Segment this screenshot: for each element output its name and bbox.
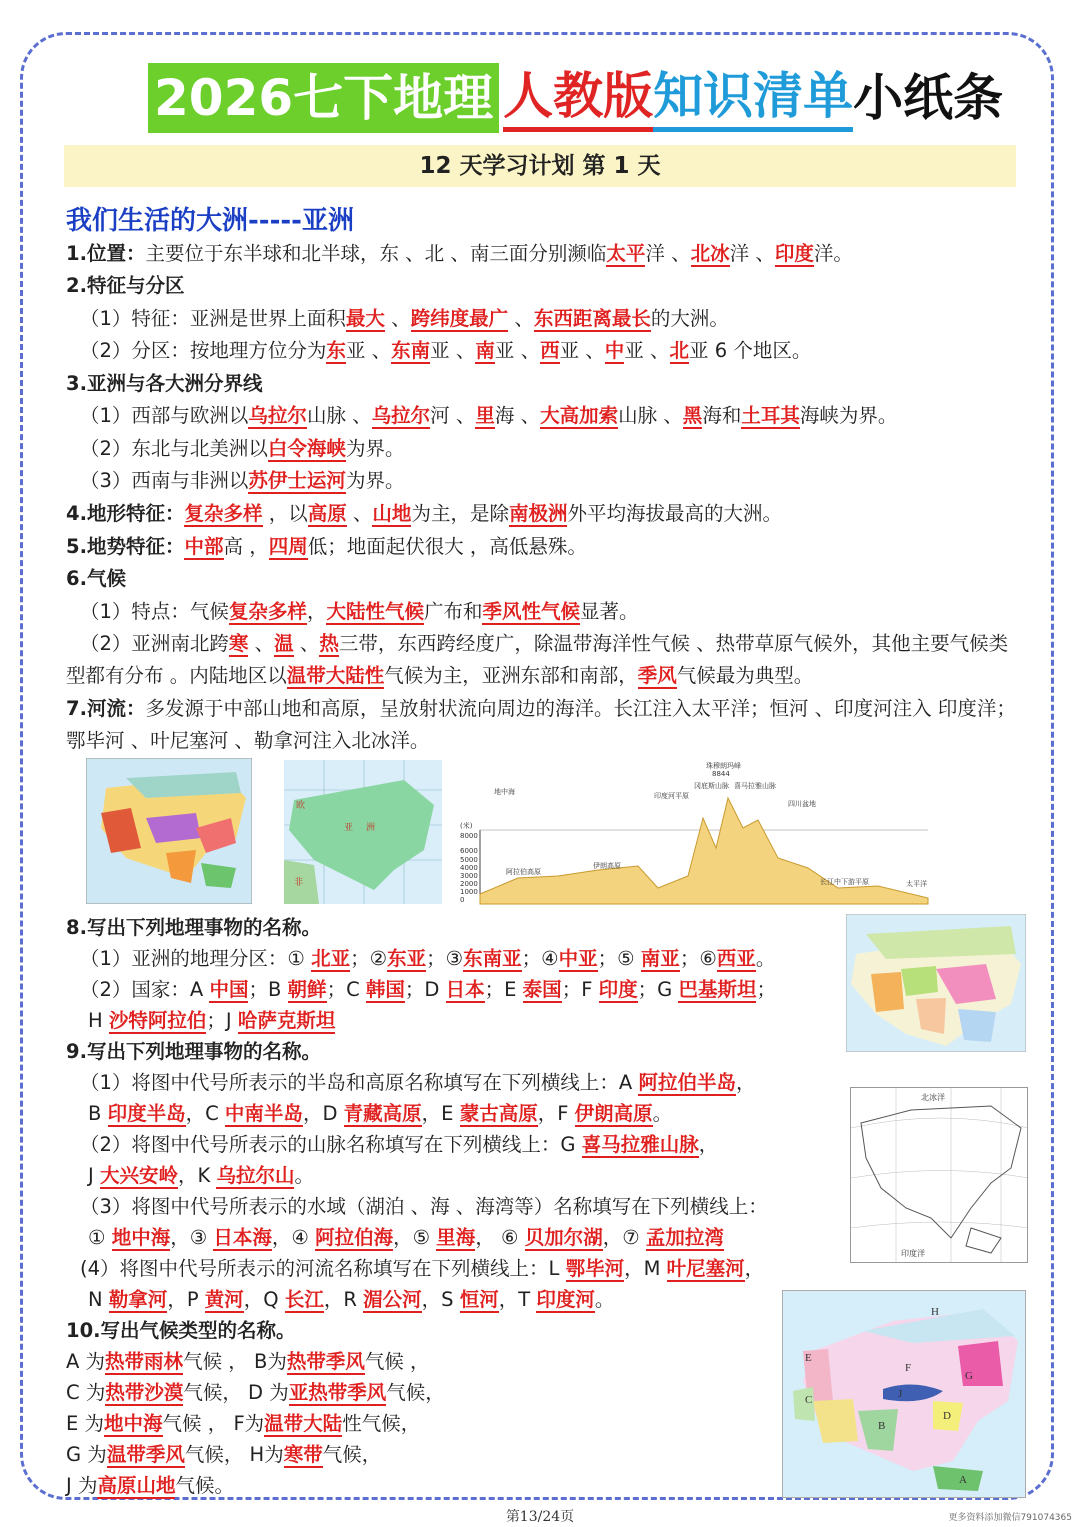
line-s9-8 (88, 1284, 614, 1316)
text: 山脉 、 (306, 404, 372, 427)
map-label: C (805, 1394, 813, 1406)
answer: 朝鲜 (287, 978, 327, 1001)
text: 的大洲。 (650, 307, 729, 330)
answer: 大兴安岭 (99, 1164, 178, 1187)
answer: 中亚 (558, 947, 598, 970)
map-label: 印度洋 (901, 1249, 925, 1258)
text: ；C (326, 978, 366, 1001)
text: ；④ (521, 947, 559, 970)
answer: 印度 (598, 978, 638, 1001)
line-s8-2 (80, 974, 776, 1006)
text: ；D (404, 978, 446, 1001)
text: 广布和 (423, 600, 483, 623)
answer: 湄公河 (363, 1288, 422, 1311)
text: 气候 ， (364, 1350, 430, 1373)
s1-label: 1.位置： (66, 242, 146, 265)
map-label: B (878, 1420, 886, 1432)
page-title (148, 62, 1003, 134)
text: ，F (537, 1102, 575, 1125)
answer: 伊朗高原 (574, 1102, 653, 1125)
text: (4）将图中代号所表示的河流名称填写在下列横线上：L (80, 1257, 566, 1280)
text: （2）分区：按地理方位分为 (80, 339, 327, 362)
answer: 阿拉伯海 (315, 1226, 394, 1249)
answer: 里海 (436, 1226, 476, 1249)
answer: 印度河 (536, 1288, 595, 1311)
answer: 季风 (637, 664, 677, 687)
s9-label: 9.写出下列地理事物的名称。 (66, 1040, 321, 1063)
text: 山脉 、 (618, 404, 683, 427)
text: （2）国家：A (80, 978, 210, 1001)
text: ；E (484, 978, 523, 1001)
text: （1）特点：气候 (80, 600, 229, 623)
text: ，S (421, 1288, 460, 1311)
asia-regions-map (846, 914, 1026, 1052)
line-s10-4 (66, 1439, 381, 1471)
text: ，T (498, 1288, 537, 1311)
text: ；G (637, 978, 679, 1001)
text: 亚 、 (624, 339, 670, 362)
text: 外平均海拔最高的大洲。 (567, 502, 782, 525)
line-s8-3 (88, 1005, 335, 1037)
text: ，K (177, 1164, 217, 1187)
terrain-profile-chart (458, 758, 936, 906)
text: 为主，是除 (411, 502, 509, 525)
profile-label: 1000 (460, 888, 478, 896)
text: ，以 (262, 502, 308, 525)
text: ；⑤ (597, 947, 641, 970)
text: （1）将图中代号所表示的半岛和高原名称填写在下列横线上：A (80, 1071, 639, 1094)
profile-label: 2000 (460, 880, 478, 888)
answer: 喜马拉雅山脉 (581, 1133, 699, 1156)
text: 低；地面起伏很大 ，高低悬殊。 (307, 535, 587, 558)
map-label: A (959, 1474, 967, 1486)
text: 洋 、 (645, 242, 691, 265)
text: （3）西南与非洲以 (80, 469, 249, 492)
answer: 恒河 (459, 1288, 499, 1311)
watermark-text: 更多资料添加微信791074365 (948, 1513, 1072, 1523)
text: 为界。 (345, 437, 405, 460)
text: 、 (346, 502, 373, 525)
map-label: H (931, 1306, 939, 1318)
text: 高 ， (223, 535, 269, 558)
line-s8-1 (80, 943, 775, 975)
text: 海 、 (494, 404, 541, 427)
answer: 乌拉尔 (248, 404, 307, 427)
answer: 跨纬度最广 (410, 307, 509, 330)
asia-climate-map (86, 758, 252, 904)
section-heading: 我们生活的大洲-----亚洲 (66, 206, 354, 236)
text: 性气候， (342, 1412, 421, 1435)
text: 亚 6 个地区。 (689, 339, 812, 362)
answer: 北 (669, 339, 690, 362)
text: ， (744, 1257, 765, 1280)
text: N (88, 1288, 109, 1311)
answer: 太平 (606, 242, 646, 265)
answer: 高原 (307, 502, 347, 525)
text: C 为 (66, 1381, 106, 1404)
answer: 复杂多样 (228, 600, 307, 623)
answer: 东南 (391, 339, 431, 362)
line-s9-6 (88, 1222, 724, 1254)
answer: 南亚 (640, 947, 680, 970)
answer: 复杂多样 (184, 502, 263, 525)
text: ，C (185, 1102, 225, 1125)
line-s7 (66, 693, 1026, 757)
answer: 季风性气候 (482, 600, 580, 623)
answer: 热带季风 (286, 1350, 365, 1373)
answer: 中部 (184, 535, 224, 558)
text: 洋。 (813, 242, 853, 265)
text: ；⑥ (679, 947, 717, 970)
answer: 中 (604, 339, 625, 362)
answer: 北亚 (311, 947, 351, 970)
text: B (88, 1102, 108, 1125)
text: 气候， D 为 (183, 1381, 289, 1404)
line-s3-2 (80, 433, 404, 465)
text: 、 (508, 307, 534, 330)
line-s9-5 (80, 1191, 768, 1223)
text: 气候， H为 (184, 1443, 284, 1466)
answer: 中国 (209, 978, 249, 1001)
profile-label: 伊朗高原 (593, 862, 621, 870)
s10-label: 10.写出气候类型的名称。 (66, 1319, 296, 1342)
text: （2）将图中代号所表示的山脉名称填写在下列横线上：G (80, 1133, 582, 1156)
s5-label: 5.地势特征： (66, 535, 185, 558)
answer: 大陆性气候 (326, 600, 424, 623)
text: ，E (421, 1102, 460, 1125)
line-s6-2 (66, 628, 1026, 692)
text: ，M (624, 1257, 667, 1280)
text: ，Q (243, 1288, 285, 1311)
text: 。 (755, 947, 776, 970)
map-label: 洲 (366, 823, 376, 833)
line-s10-1 (66, 1346, 430, 1378)
map-label: G (965, 1370, 973, 1382)
text: 显著。 (580, 600, 639, 623)
answer: 里 (475, 404, 495, 427)
answer: 温带大陆性 (286, 664, 385, 687)
line-s1 (66, 238, 853, 270)
answer: 蒙古高原 (459, 1102, 538, 1125)
answer: 北冰 (690, 242, 730, 265)
text: （2）东北与北美洲以 (80, 437, 268, 460)
profile-label: 5000 (460, 856, 478, 864)
s7-label: 7.河流： (66, 697, 146, 720)
text: 气候， (386, 1381, 445, 1404)
answer: 韩国 (365, 978, 405, 1001)
text: 。 (294, 1164, 314, 1187)
profile-label: 长江中下游平原 (820, 878, 869, 886)
profile-label: 地中海 (494, 788, 515, 796)
map-label: 北冰洋 (921, 1093, 945, 1102)
text: A 为 (66, 1350, 106, 1373)
line-s5 (66, 531, 587, 563)
text: ，⑦ (602, 1226, 646, 1249)
text: 、 (248, 632, 275, 655)
text: 三带，东西跨经度广，除温带海洋性气候 、热带草原气候外，其他主要气候类型都有分布 。内陆地区以 (66, 632, 1009, 687)
text: H (88, 1009, 109, 1032)
answer: 热 (319, 632, 339, 655)
map-label: F (905, 1362, 912, 1374)
text: 海峡为界。 (799, 404, 898, 427)
answer: 泰国 (522, 978, 562, 1001)
answer: 西 (540, 339, 560, 362)
answer: 青藏高原 (343, 1102, 422, 1125)
asia-climate-types-map (782, 1290, 1026, 1498)
profile-label: 0 (460, 896, 465, 904)
text: ；② (350, 947, 388, 970)
study-plan-banner: 12 天学习计划 第 1 天 (64, 145, 1016, 187)
answer: 南 (475, 339, 495, 362)
text: ，D (302, 1102, 344, 1125)
text: ， (306, 600, 327, 623)
text: 亚 、 (494, 339, 541, 362)
map-label: E (805, 1352, 812, 1364)
s6-label: 6.气候 (66, 567, 126, 590)
title-part-4: 小纸条 (853, 69, 1004, 127)
profile-label: 喜马拉雅山脉 (734, 782, 776, 790)
answer: 温 (274, 632, 294, 655)
answer: 沙特阿拉伯 (108, 1009, 207, 1032)
answer: 中南半岛 (224, 1102, 303, 1125)
line-s10-5 (66, 1470, 234, 1502)
line-s9-3 (80, 1129, 718, 1161)
text: 为界。 (345, 469, 405, 492)
map-label: 亚 (344, 823, 354, 833)
title-part-1: 2026七下地理 (148, 63, 499, 133)
text: 亚 、 (430, 339, 476, 362)
map-label: D (943, 1410, 951, 1422)
answer: 勒拿河 (108, 1288, 168, 1311)
answer: 西亚 (716, 947, 756, 970)
text: 河 、 (430, 404, 476, 427)
text: 气候。 (175, 1474, 234, 1497)
asia-outline-map (284, 760, 442, 904)
text: 气候 ， F为 (162, 1412, 265, 1435)
profile-label: 6000 (460, 847, 478, 855)
line-s3-3 (80, 465, 404, 497)
line-s6-1 (80, 596, 639, 628)
line-s9-4 (88, 1160, 314, 1192)
profile-label: 8844 (712, 770, 730, 778)
answer: 东西距离最长 (533, 307, 651, 330)
text: 气候为主，亚洲东部和南部， (384, 664, 638, 687)
answer: 亚热带季风 (288, 1381, 387, 1404)
line-s3-1 (80, 400, 897, 432)
answer: 孟加拉湾 (645, 1226, 724, 1249)
answer: 大高加索 (540, 404, 619, 427)
text: ， (698, 1133, 719, 1156)
text: ，P (167, 1288, 205, 1311)
text: ， ⑥ (475, 1226, 525, 1249)
title-part-2: 人教版 (503, 65, 653, 132)
text: G 为 (66, 1443, 107, 1466)
text: ；B (248, 978, 288, 1001)
profile-label: 太平洋 (906, 880, 927, 888)
text: 亚 、 (345, 339, 392, 362)
title-part-3: 知识清单 (653, 65, 853, 132)
answer: 阿拉伯半岛 (638, 1071, 736, 1094)
answer: 印度 (774, 242, 814, 265)
text: ，R (323, 1288, 364, 1311)
answer: 日本 (445, 978, 485, 1001)
answer: 印度半岛 (107, 1102, 186, 1125)
answer: 东南亚 (463, 947, 522, 970)
text: ；③ (426, 947, 464, 970)
answer: 白令海峡 (267, 437, 346, 460)
text: ，③ (170, 1226, 214, 1249)
text: 亚 、 (559, 339, 605, 362)
profile-label: 冈底斯山脉 (694, 782, 729, 790)
answer: 苏伊士运河 (248, 469, 346, 492)
answer: 山地 (372, 502, 412, 525)
text: （1）亚洲的地理分区：① (80, 947, 312, 970)
answer: 南极洲 (508, 502, 568, 525)
text: 气候 ， B为 (183, 1350, 287, 1373)
profile-label: 印度河平原 (654, 792, 689, 800)
text: ；J (206, 1009, 238, 1032)
answer: 温带季风 (106, 1443, 185, 1466)
answer: 地中海 (104, 1412, 163, 1435)
s4-label: 4.地形特征： (66, 502, 185, 525)
asia-blank-outline-map (850, 1087, 1028, 1263)
text: ， (735, 1071, 756, 1094)
text: 气候最为典型。 (676, 664, 814, 687)
map-label: J (898, 1388, 903, 1400)
text: （1）西部与欧洲以 (80, 404, 249, 427)
answer: 叶尼塞河 (666, 1257, 745, 1280)
page-number: 第13/24页 (505, 1509, 575, 1525)
text: （2）亚洲南北跨 (80, 632, 229, 655)
answer: 贝加尔湖 (524, 1226, 603, 1249)
text: ，⑤ (393, 1226, 437, 1249)
line-s2-1 (80, 303, 729, 335)
text: 、 (293, 632, 320, 655)
text: ；F (561, 978, 599, 1001)
text: J 为 (66, 1474, 98, 1497)
line-s10-3 (66, 1408, 420, 1440)
s3-label: 3.亚洲与各大洲分界线 (66, 372, 263, 395)
text: 洋 、 (729, 242, 775, 265)
line-s10-2 (66, 1377, 445, 1409)
s2-label: 2.特征与分区 (66, 274, 185, 297)
answer: 土耳其 (741, 404, 800, 427)
answer: 东亚 (387, 947, 427, 970)
map-label: 非 (294, 878, 304, 888)
answer: 日本海 (213, 1226, 272, 1249)
text: ① (88, 1226, 112, 1249)
profile-label: 4000 (460, 864, 478, 872)
text: （3）将图中代号所表示的水域（湖泊 、海 、海湾等）名称填写在下列横线上： (80, 1195, 768, 1218)
profile-label: 阿拉伯高原 (506, 868, 541, 876)
text: ，④ (271, 1226, 316, 1249)
answer: 温带大陆 (264, 1412, 343, 1435)
line-s9-2 (88, 1098, 672, 1130)
line-s2-2 (80, 335, 811, 367)
profile-label: 珠穆朗玛峰 (706, 762, 741, 770)
map-label: 欧 (296, 801, 306, 811)
answer: 东 (326, 339, 346, 362)
answer: 四周 (268, 535, 308, 558)
answer: 鄂毕河 (565, 1257, 625, 1280)
s8-label: 8.写出下列地理事物的名称。 (66, 916, 321, 939)
text: （1）特征：亚洲是世界上面积 (80, 307, 346, 330)
profile-label: 四川盆地 (788, 800, 816, 808)
answer: 巴基斯坦 (678, 978, 757, 1001)
text: 多发源于中部山地和高原，呈放射状流向周边的海洋。长江注入太平洋；恒河 、印度河注入 印度洋；鄂毕河 、叶尼塞河 、勒拿河注入北冰洋。 (66, 697, 1016, 752)
answer: 寒 (228, 632, 249, 655)
answer: 乌拉尔 (371, 404, 431, 427)
profile-label: 3000 (460, 872, 478, 880)
profile-label: 8000 (460, 832, 478, 840)
text: 。 (594, 1288, 615, 1311)
line-s9-7 (80, 1253, 764, 1285)
answer: 热带雨林 (105, 1350, 184, 1373)
answer: 黑 (682, 404, 703, 427)
text: 。 (652, 1102, 673, 1125)
text: E 为 (66, 1412, 105, 1435)
text: J (88, 1164, 100, 1187)
answer: 寒带 (283, 1443, 323, 1466)
text: 海和 (702, 404, 742, 427)
answer: 黄河 (204, 1288, 244, 1311)
answer: 长江 (284, 1288, 324, 1311)
line-s9-1 (80, 1067, 755, 1099)
text: 气候， (322, 1443, 382, 1466)
profile-label: (米) (460, 822, 473, 830)
answer: 哈萨克斯坦 (237, 1009, 336, 1032)
answer: 热带沙漠 (105, 1381, 184, 1404)
line-s4 (66, 498, 782, 530)
text: 主要位于东半球和北半球，东 、北 、南三面分别濒临 (145, 242, 607, 265)
text: 、 (384, 307, 411, 330)
answer: 乌拉尔山 (216, 1164, 295, 1187)
answer: 高原山地 (97, 1474, 176, 1497)
answer: 地中海 (111, 1226, 171, 1249)
text: ； (756, 978, 776, 1001)
answer: 最大 (345, 307, 385, 330)
